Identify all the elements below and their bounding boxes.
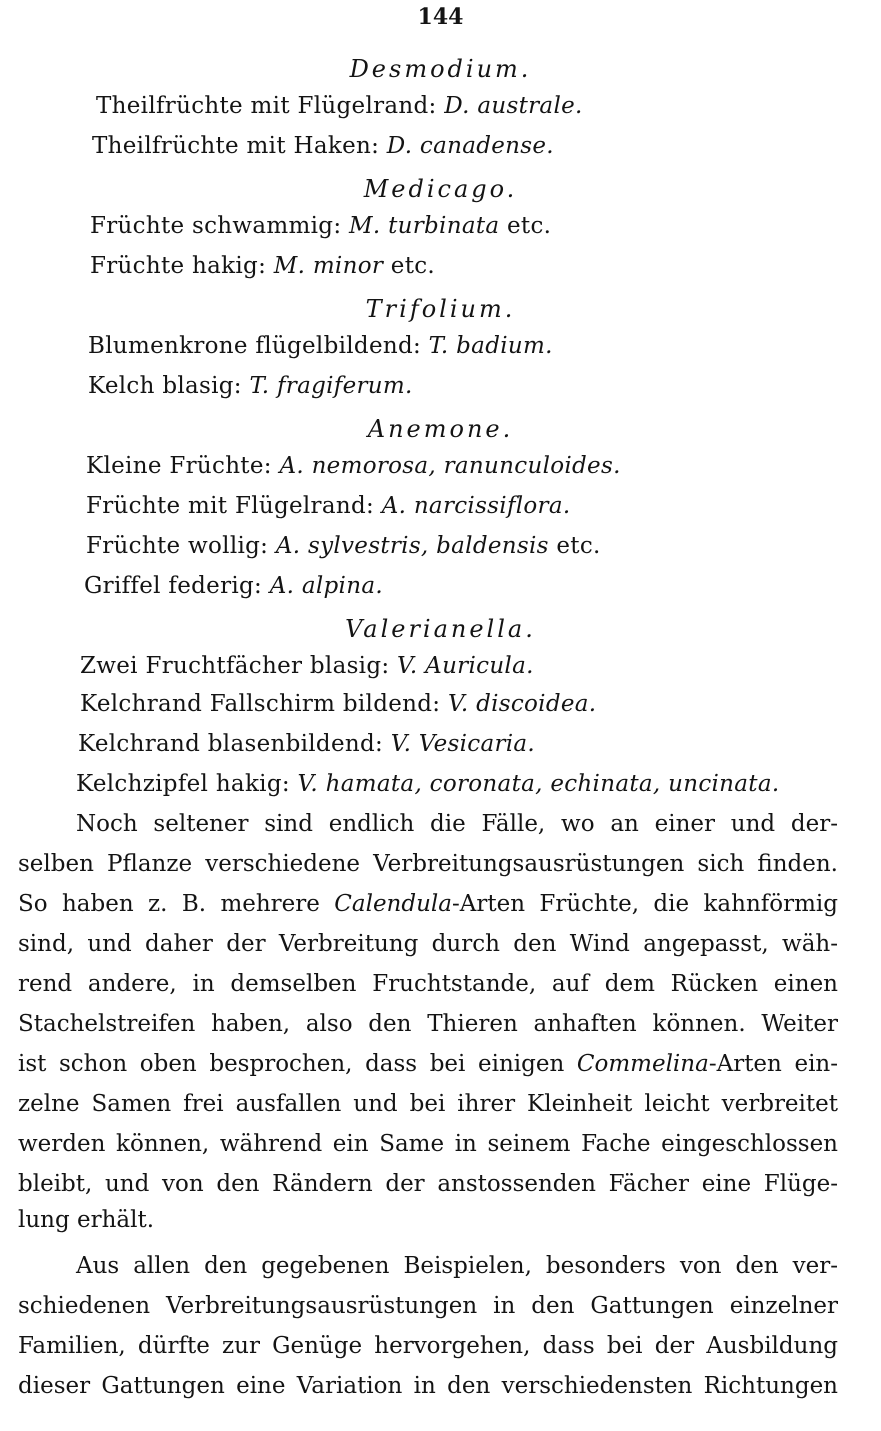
entry-species: V. discoidea. — [447, 691, 597, 717]
entry-trait: Zwei Fruchtfächer blasig: — [80, 653, 390, 679]
text-run: ist schon oben besprochen, dass bei einigen — [18, 1051, 565, 1077]
entry-species: D. canadense. — [386, 133, 554, 159]
entry-suffix: etc. — [390, 253, 436, 279]
paragraph-line: werden können, während ein Same in seinem Fache eingeschlossen — [18, 1131, 838, 1157]
entry-trait: Kelchrand Fallschirm bildend: — [80, 691, 441, 717]
genus-entry — [80, 653, 534, 679]
paragraph-line: selben Pflanze verschiedene Verbreitungsausrüstungen sich finden. — [18, 851, 838, 877]
genus-entry — [76, 771, 779, 797]
entry-species: V. Auricula. — [397, 653, 534, 679]
paragraph-line: schiedenen Verbreitungsausrüstungen in den Gattungen einzelner — [18, 1293, 838, 1319]
genus-entry — [80, 691, 596, 717]
entry-species: A. narcissiflora. — [381, 493, 571, 519]
genus-heading-anemone: Anemone. — [367, 415, 514, 443]
entry-trait: Früchte wollig: — [86, 533, 269, 559]
entry-suffix: etc. — [556, 533, 601, 559]
genus-heading-trifolium: Trifolium. — [365, 295, 516, 323]
paragraph-line: bleibt, und von den Rändern der anstossenden Fächer eine Flüge- — [18, 1171, 838, 1197]
entry-trait: Blumenkrone flügelbildend: — [88, 333, 422, 359]
paragraph-line: zelne Samen frei ausfallen und bei ihrer Kleinheit leicht verbreitet — [18, 1091, 838, 1117]
paragraph-line: Aus allen den gegebenen Beispielen, besonders von den ver- — [76, 1253, 838, 1279]
genus-entry — [84, 573, 383, 599]
genus-entry — [86, 493, 570, 519]
text-run: So haben z. B. mehrere — [18, 891, 320, 917]
italic-genus-commelina: Commelina — [576, 1051, 709, 1077]
entry-species: M. turbinata — [349, 213, 500, 239]
genus-entry — [92, 133, 554, 159]
entry-species: M. minor — [273, 253, 384, 279]
genus-heading-desmodium: Desmodium. — [349, 55, 532, 83]
paragraph-line: dieser Gattungen eine Variation in den verschiedensten Richtungen — [18, 1373, 838, 1399]
paragraph-line: rend andere, in demselben Fruchtstande, auf dem Rücken einen — [18, 971, 838, 997]
entry-species: V. hamata, coronata, echinata, uncinata. — [297, 771, 780, 797]
entry-trait: Früchte hakig: — [90, 253, 267, 279]
entry-trait: Kelch blasig: — [88, 373, 242, 399]
page-number: 144 — [417, 4, 464, 30]
entry-trait: Theilfrüchte mit Flügelrand: — [96, 93, 437, 119]
paragraph-line — [18, 891, 838, 917]
italic-genus-calendula: Calendula — [334, 891, 452, 917]
genus-entry — [88, 333, 553, 359]
entry-trait: Theilfrüchte mit Haken: — [92, 133, 380, 159]
paragraph-line: sind, und daher der Verbreitung durch den Wind angepasst, wäh- — [18, 931, 838, 957]
paragraph-line: Noch seltener sind endlich die Fälle, wo an einer und der- — [76, 811, 838, 837]
entry-trait: Früchte schwammig: — [90, 213, 342, 239]
entry-trait: Kelchrand blasenbildend: — [78, 731, 384, 757]
genus-heading-valerianella: Valerianella. — [345, 615, 536, 643]
text-run: -Arten Früchte, die kahnförmig — [451, 891, 839, 917]
entry-species: A. nemorosa, ranunculoides. — [279, 453, 621, 479]
entry-trait: Kelchzipfel hakig: — [76, 771, 290, 797]
entry-species: V. Vesicaria. — [390, 731, 536, 757]
paragraph-line: Familien, dürfte zur Genüge hervorgehen, dass bei der Ausbildung — [18, 1333, 838, 1359]
entry-suffix: etc. — [507, 213, 552, 239]
genus-entry — [86, 453, 621, 479]
paragraph-line — [18, 1051, 838, 1077]
paragraph-line: Stachelstreifen haben, also den Thieren anhaften können. Weiter — [18, 1011, 838, 1037]
entry-species: A. sylvestris, baldensis — [275, 533, 549, 559]
genus-entry — [88, 373, 413, 399]
entry-species: D. australe. — [444, 93, 583, 119]
genus-entry — [90, 253, 435, 279]
entry-trait: Kleine Früchte: — [86, 453, 272, 479]
genus-entry — [86, 533, 601, 559]
genus-entry — [78, 731, 535, 757]
entry-species: T. fragiferum. — [249, 373, 413, 399]
entry-trait: Früchte mit Flügelrand: — [86, 493, 375, 519]
entry-trait: Griffel federig: — [84, 573, 263, 599]
genus-heading-medicago: Medicago. — [363, 175, 518, 203]
entry-species: A. alpina. — [269, 573, 383, 599]
text-run: -Arten ein- — [708, 1051, 839, 1077]
entry-species: T. badium. — [428, 333, 553, 359]
genus-entry — [96, 93, 583, 119]
paragraph-line: lung erhält. — [18, 1207, 155, 1233]
genus-entry — [90, 213, 551, 239]
